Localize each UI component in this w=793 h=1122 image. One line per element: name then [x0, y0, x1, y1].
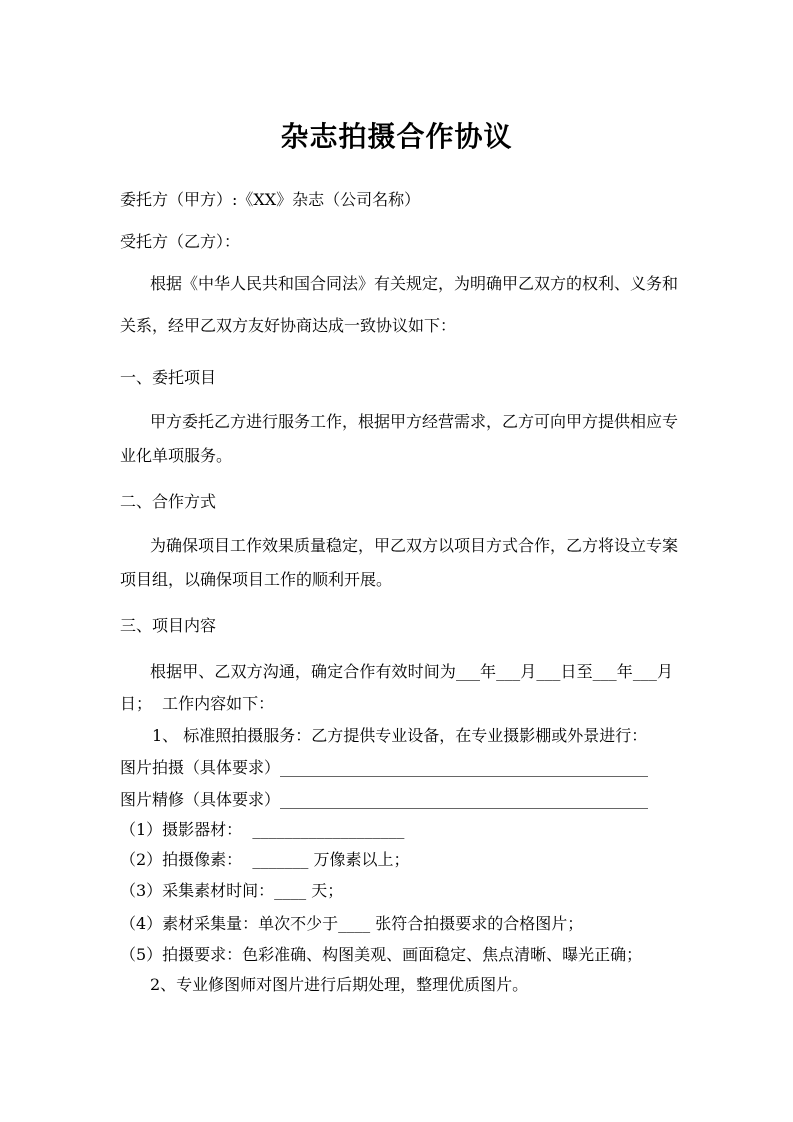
requirement-4: （4）素材采集量：单次不少于____ 张符合拍摄要求的合格图片；	[120, 914, 584, 933]
section-3-heading: 三、项目内容	[120, 616, 217, 635]
section-2-line-2: 项目组，以确保项目工作的顺利开展。	[120, 570, 393, 589]
requirement-5: （5）拍摄要求：色彩准确、构图美观、画面稳定、焦点清晰、曝光正确；	[120, 945, 643, 964]
preamble-line-2: 关系，经甲乙双方友好协商达成一致协议如下：	[120, 316, 457, 335]
section-3-line-2: 日； 工作内容如下：	[120, 694, 275, 713]
section-2-heading: 二、合作方式	[120, 492, 217, 511]
photo-retouch-requirement: 图片精修（具体要求）______________________________________________	[120, 790, 649, 809]
party-b-line: 受托方（乙方）：	[120, 232, 241, 251]
section-1-heading: 一、委托项目	[120, 368, 217, 387]
document-title: 杂志拍摄合作协议	[280, 120, 513, 153]
party-a-line: 委托方（甲方）:《XX》杂志（公司名称）	[120, 190, 421, 209]
service-item-2: 2、专业修图师对图片进行后期处理，整理优质图片。	[150, 975, 529, 994]
photo-shoot-requirement: 图片拍摄（具体要求）______________________________________________	[120, 758, 649, 777]
section-3-line-1: 根据甲、乙双方沟通，确定合作有效时间为___年___月___日至___年___月	[150, 662, 673, 681]
requirement-2: （2）拍摄像素： _______ 万像素以上；	[120, 850, 410, 869]
preamble-line-1: 根据《中华人民共和国合同法》有关规定，为明确甲乙双方的权利、义务和	[150, 274, 679, 293]
requirement-3: （3）采集素材时间：____ 天；	[120, 881, 344, 900]
section-2-line-1: 为确保项目工作效果质量稳定，甲乙双方以项目方式合作，乙方将设立专案	[150, 536, 679, 555]
section-1-line-2: 业化单项服务。	[120, 446, 233, 465]
requirement-1: （1）摄影器材： ___________________	[120, 820, 405, 839]
service-item-1: 1、 标准照拍摄服务：乙方提供专业设备，在专业摄影棚或外景进行：	[152, 726, 648, 745]
section-1-line-1: 甲方委托乙方进行服务工作，根据甲方经营需求，乙方可向甲方提供相应专	[150, 412, 679, 431]
